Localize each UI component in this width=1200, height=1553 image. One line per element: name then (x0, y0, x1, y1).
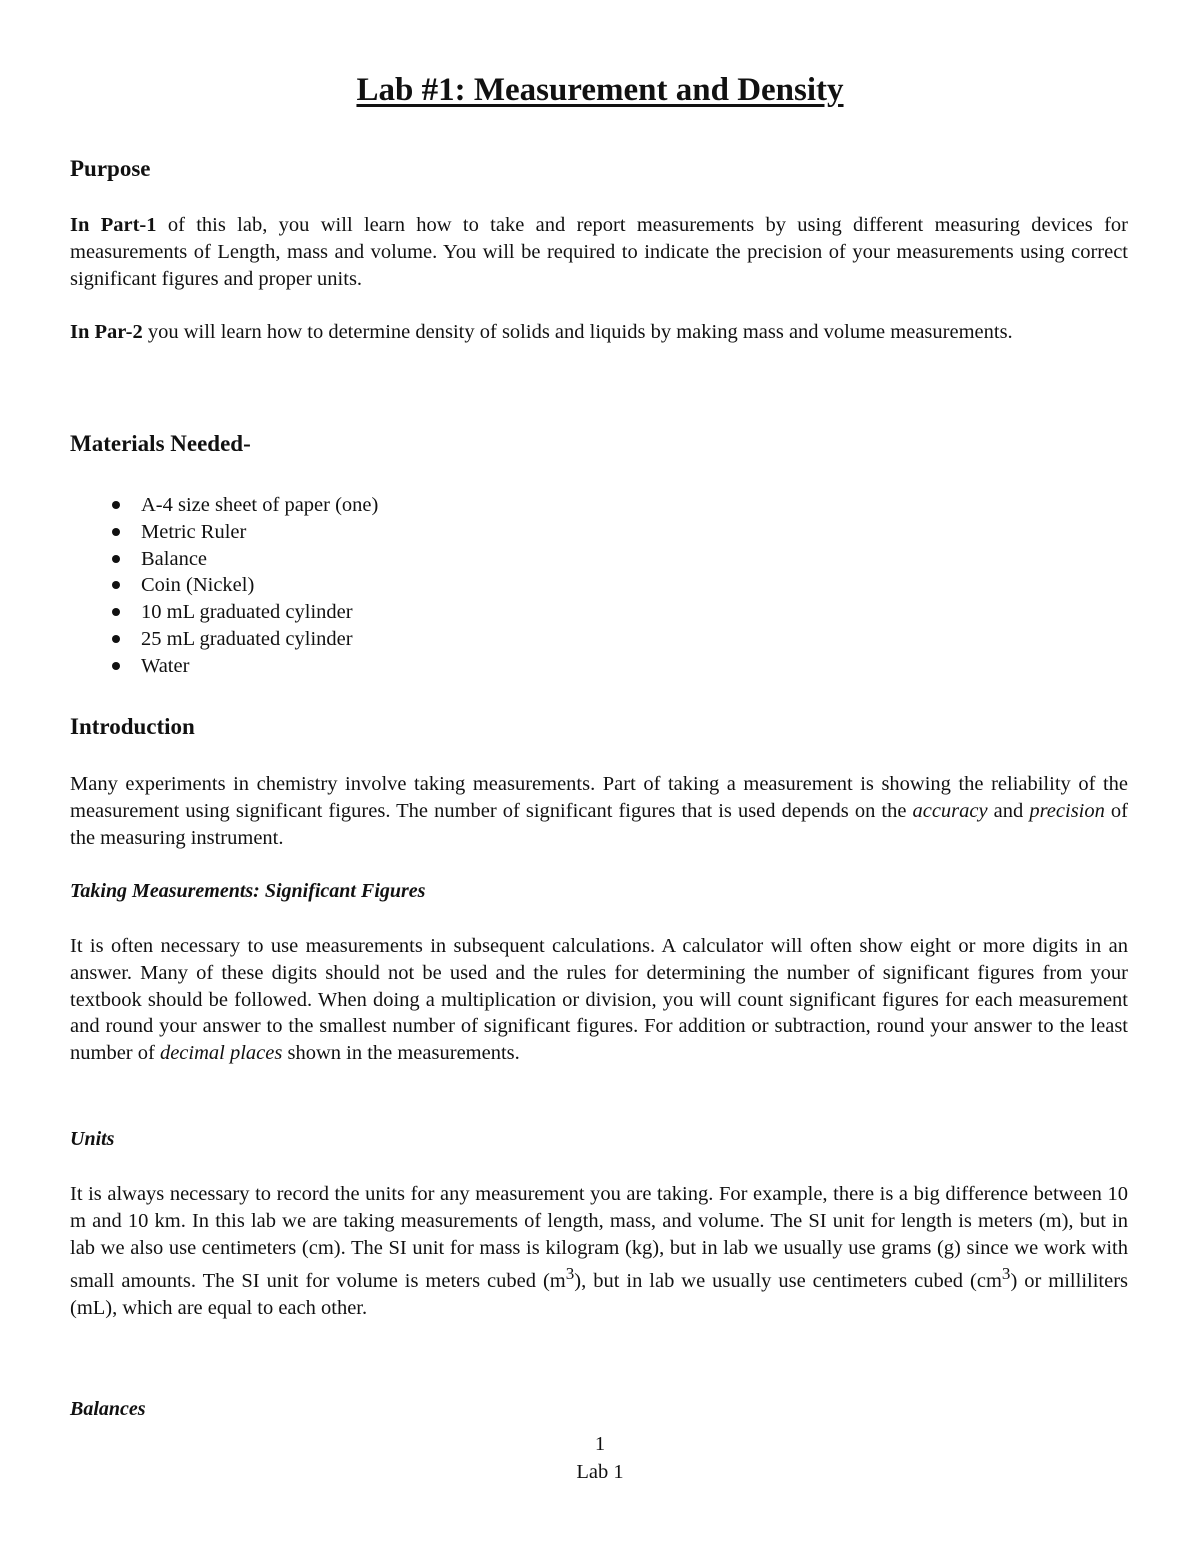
intro-text-b: and (987, 799, 1030, 822)
intro-emphasis-accuracy: accuracy (912, 799, 988, 822)
purpose-paragraph-2 (70, 319, 1128, 346)
units-text-a: It is always necessary to record the units for any measurement you are taking. For example, there is a big difference between 10 m and 10 km. In this lab we are taking measurements of length, mass, and volume. The SI unit for length is meters (m), but in lab we also use centimeters (cm). The SI unit for mass is kilogram (kg), but in lab we usually use grams (g) since we work with small amounts. The SI unit for volume is meters cubed (m (70, 1183, 1128, 1293)
units-heading: Units (70, 1128, 115, 1150)
page-number: 1 (594, 1433, 606, 1455)
list-item: A-4 size sheet of paper (one) (70, 492, 670, 519)
sigfigs-emphasis-decimal-places: decimal places (159, 1042, 283, 1065)
units-text-c: ) or milliliters (mL), which are equal to each other. (70, 1270, 1129, 1320)
list-item: 10 mL graduated cylinder (70, 599, 670, 626)
materials-list (70, 492, 670, 680)
materials-heading: Materials Needed- (70, 431, 251, 456)
footer-lab-label: Lab 1 (576, 1461, 624, 1483)
purpose-heading: Purpose (70, 156, 151, 181)
list-item: Water (70, 653, 670, 680)
part-2-text: you will learn how to determine density of solids and liquids by making mass and volume measurements. (142, 321, 1013, 343)
units-superscript-1: 3 (565, 1264, 575, 1284)
units-text-b: ), but in lab we usually use centimeters cubed (cm (574, 1270, 1002, 1293)
list-item: Coin (Nickel) (70, 572, 670, 599)
part-1-label: In Part-1 (70, 214, 157, 236)
balances-heading: Balances (70, 1398, 146, 1420)
page-footer (0, 1430, 1200, 1486)
list-item: Balance (70, 546, 670, 573)
part-1-text: of this lab, you will learn how to take and report measurements by using different measuring devices for measurements of Length, mass and volume. You will be required to indicate the precision of your measurements using correct significant figures and proper units. (70, 214, 1128, 290)
list-item: 25 mL graduated cylinder (70, 626, 670, 653)
introduction-paragraph (70, 771, 1128, 851)
sigfigs-text-a: It is often necessary to use measurements in subsequent calculations. A calculator will often show eight or more digits in an answer. Many of these digits should not be used and the rules for determining the number of significant figures from your textbook should be followed. When doing a multiplication or division, you will count significant figures for each measurement and round your answer to the smallest number of significant figures. For addition or subtraction, round your answer to the least number of (70, 935, 1128, 1065)
sigfigs-heading: Taking Measurements: Significant Figures (70, 880, 426, 902)
units-paragraph (70, 1181, 1128, 1322)
list-item: Metric Ruler (70, 519, 670, 546)
intro-text-a: Many experiments in chemistry involve taking measurements. Part of taking a measurement is showing the reliability of the measurement using significant figures. The number of significant figures that is used depends on the (70, 773, 1128, 822)
introduction-heading: Introduction (70, 714, 195, 739)
sigfigs-text-b: shown in the measurements. (282, 1042, 520, 1065)
page-title: Lab #1: Measurement and Density (356, 72, 844, 108)
part-2-label: In Par-2 (70, 321, 143, 343)
units-superscript-2: 3 (1001, 1264, 1011, 1284)
intro-text-c: of the measuring instrument. (70, 799, 1129, 849)
intro-emphasis-precision: precision (1029, 799, 1105, 822)
sigfigs-paragraph (70, 933, 1128, 1067)
purpose-paragraph-1 (70, 212, 1128, 292)
